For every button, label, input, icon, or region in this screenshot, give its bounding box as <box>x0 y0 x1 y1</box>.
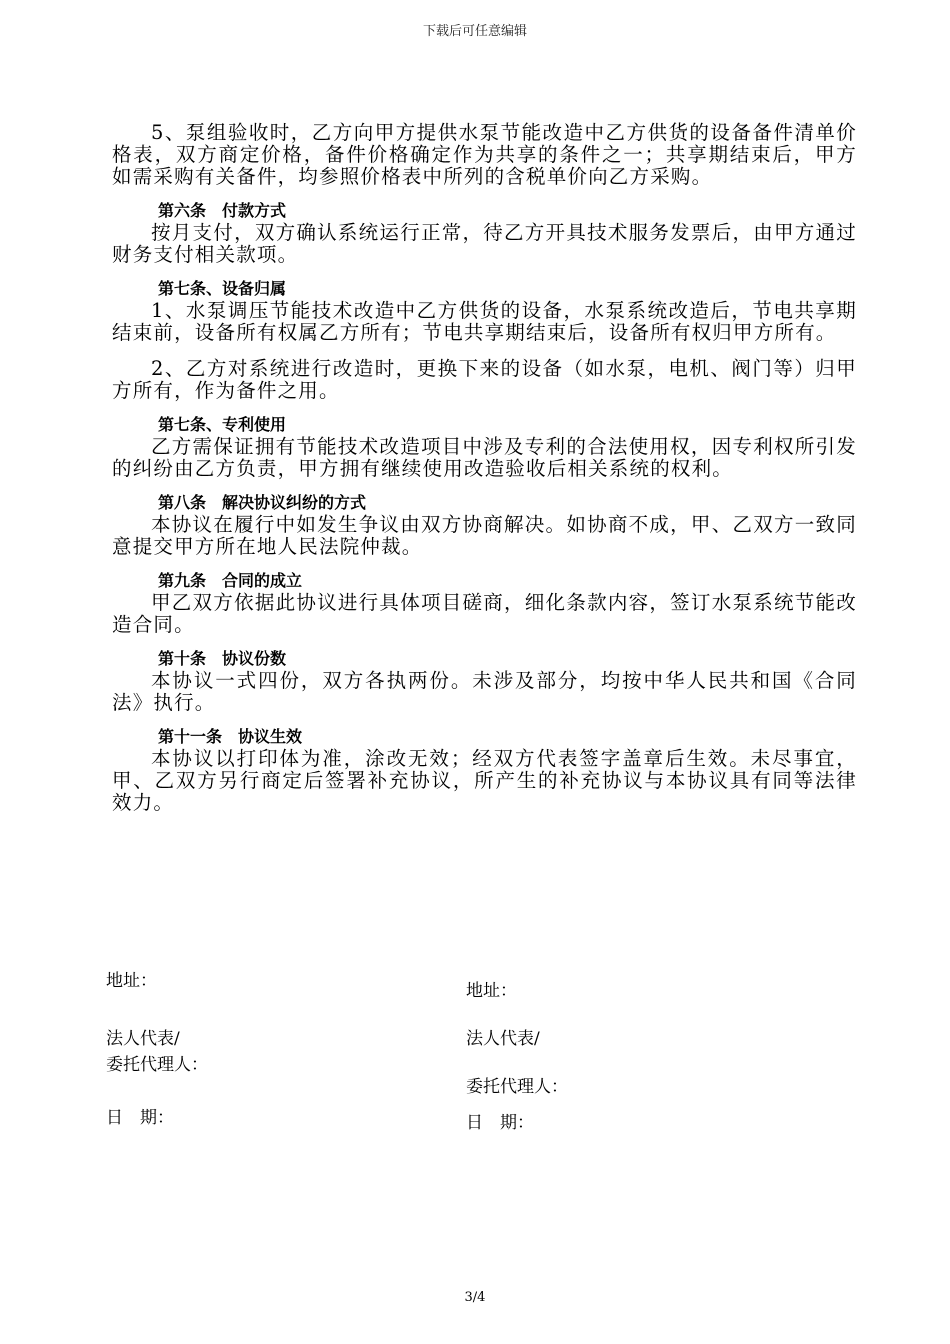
page-number: 3/4 <box>464 1290 486 1305</box>
article10-heading: 第十条 协议份数 <box>158 649 287 668</box>
article11-heading: 第十一条 协议生效 <box>158 727 303 746</box>
article9-text: 甲乙双方依据此协议进行具体项目磋商，细化条款内容，签订水泵系统节能改造合同。 <box>112 591 857 636</box>
left-agent-label: 委托代理人： <box>106 1055 208 1075</box>
right-address-label: 地址： <box>466 981 517 1001</box>
article11-text: 本协议以打印体为准，涂改无效；经双方代表签字盖章后生效。未尽事宜，甲、乙双方另行商定后签署补充协议，所产生的补充协议与本协议具有同等法律效力。 <box>112 747 857 814</box>
article5-item5: 5、泵组验收时，乙方向甲方提供水泵节能改造中乙方供货的设备备件清单价格表，双方商定价格，备件价格确定作为共享的条件之一；共享期结束后，甲方如需采购有关备件，均参照价格表中所列的含税单价向乙方采购。 <box>112 121 857 188</box>
article6-text: 按月支付，双方确认系统运行正常，待乙方开具技术服务发票后，由甲方通过财务支付相关款项。 <box>112 221 857 266</box>
left-date-label: 日 期： <box>106 1108 174 1128</box>
document-body <box>112 122 857 814</box>
left-address-label: 地址： <box>106 971 157 991</box>
article7b-text: 乙方需保证拥有节能技术改造项目中涉及专利的合法使用权，因专利权所引发的纠纷由乙方负责，甲方拥有继续使用改造验收后相关系统的权利。 <box>112 435 857 480</box>
article10-text: 本协议一式四份，双方各执两份。未涉及部分，均按中华人民共和国《合同法》执行。 <box>112 669 857 714</box>
right-agent-label: 委托代理人： <box>466 1077 568 1097</box>
article7a-item1: 1、水泵调压节能技术改造中乙方供货的设备，水泵系统改造后，节电共享期结束前，设备所有权属乙方所有；节电共享期结束后，设备所有权归甲方所有。 <box>112 299 857 344</box>
article8-heading: 第八条 解决协议纠纷的方式 <box>158 493 367 512</box>
page-header: 下载后可任意编辑 <box>422 24 527 39</box>
article7a-item2: 2、乙方对系统进行改造时，更换下来的设备（如水泵，电机、阀门等）归甲方所有，作为备件之用。 <box>112 357 857 402</box>
article8-text: 本协议在履行中如发生争议由双方协商解决。如协商不成，甲、乙双方一致同意提交甲方所在地人民法院仲裁。 <box>112 513 857 558</box>
article7a-heading: 第七条、设备归属 <box>158 279 287 298</box>
article6-heading: 第六条 付款方式 <box>158 201 287 220</box>
article7b-heading: 第七条、专利使用 <box>158 415 287 434</box>
right-legal-rep-label: 法人代表/ <box>466 1029 540 1049</box>
left-legal-rep-label: 法人代表/ <box>106 1029 180 1049</box>
right-date-label: 日 期： <box>466 1113 534 1133</box>
article9-heading: 第九条 合同的成立 <box>158 571 303 590</box>
